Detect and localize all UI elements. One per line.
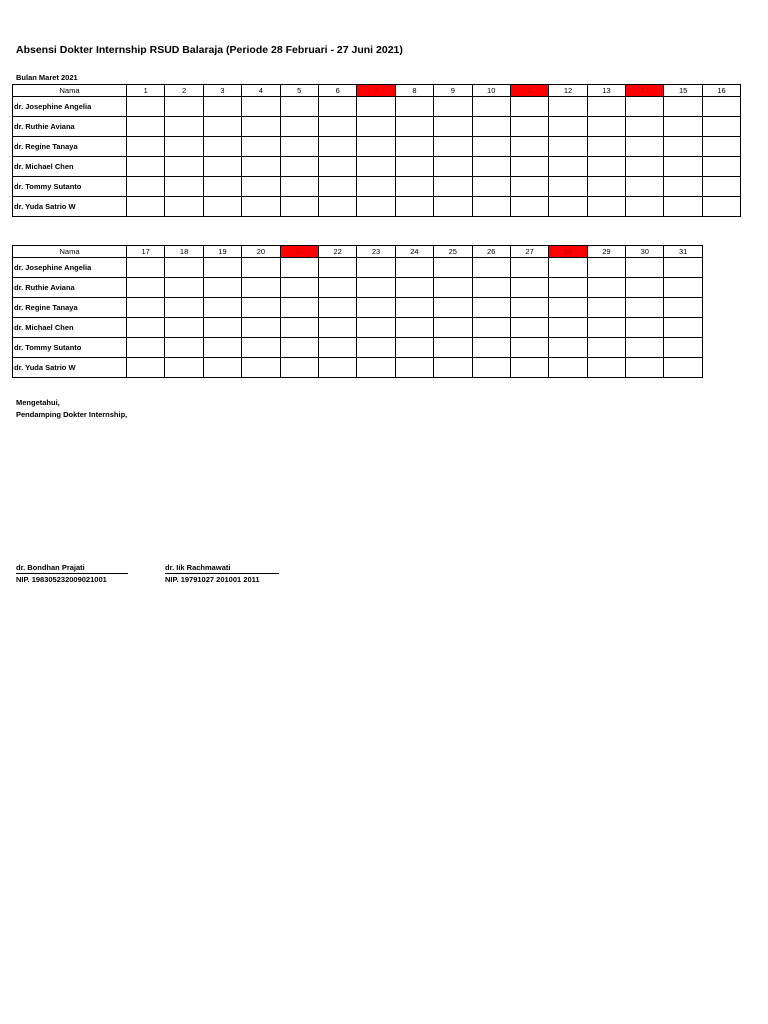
attendance-cell [626, 157, 664, 177]
attendance-cell [203, 338, 241, 358]
attendance-cell [127, 358, 165, 378]
day-header-14: 14 [626, 85, 664, 97]
attendance-cell [357, 97, 395, 117]
month-label: Bulan Maret 2021 [16, 73, 78, 82]
attendance-cell [395, 338, 433, 358]
attendance-cell [165, 177, 203, 197]
signatory-name: dr. Bondhan Prajati [16, 562, 128, 574]
attendance-cell [587, 177, 625, 197]
doctor-name: dr. Ruthie Aviana [13, 278, 127, 298]
attendance-cell [395, 298, 433, 318]
attendance-cell [318, 258, 356, 278]
attendance-cell [280, 338, 318, 358]
attendance-table-2 [12, 245, 703, 378]
day-header-24: 24 [395, 246, 433, 258]
table-row [13, 157, 741, 177]
attendance-cell [472, 358, 510, 378]
attendance-cell [242, 358, 280, 378]
table-row [13, 177, 741, 197]
attendance-cell [318, 177, 356, 197]
day-header-22: 22 [318, 246, 356, 258]
attendance-cell [626, 298, 664, 318]
attendance-cell [127, 318, 165, 338]
attendance-cell [318, 298, 356, 318]
day-header-9: 9 [434, 85, 472, 97]
attendance-cell [549, 298, 587, 318]
attendance-cell [280, 278, 318, 298]
attendance-cell [434, 117, 472, 137]
attendance-cell [203, 358, 241, 378]
attendance-cell [472, 298, 510, 318]
attendance-cell [549, 258, 587, 278]
attendance-cell [664, 117, 702, 137]
attendance-cell [318, 137, 356, 157]
attendance-cell [127, 197, 165, 217]
attendance-cell [280, 157, 318, 177]
attendance-cell [318, 338, 356, 358]
attendance-cell [165, 117, 203, 137]
attendance-cell [434, 258, 472, 278]
attendance-cell [664, 97, 702, 117]
day-header-30: 30 [626, 246, 664, 258]
attendance-cell [472, 258, 510, 278]
attendance-cell [587, 358, 625, 378]
attendance-cell [357, 318, 395, 338]
attendance-cell [587, 318, 625, 338]
attendance-cell [664, 278, 702, 298]
day-header-17: 17 [127, 246, 165, 258]
attendance-cell [434, 338, 472, 358]
attendance-cell [242, 258, 280, 278]
day-header-4: 4 [242, 85, 280, 97]
attendance-cell [626, 97, 664, 117]
attendance-cell [472, 338, 510, 358]
attendance-cell [280, 117, 318, 137]
attendance-cell [626, 137, 664, 157]
attendance-cell [395, 197, 433, 217]
attendance-cell [165, 137, 203, 157]
attendance-cell [165, 358, 203, 378]
attendance-cell [280, 318, 318, 338]
attendance-cell [472, 157, 510, 177]
attendance-cell [280, 177, 318, 197]
attendance-cell [549, 318, 587, 338]
table-row [13, 358, 703, 378]
attendance-cell [395, 177, 433, 197]
doctor-name: dr. Regine Tanaya [13, 298, 127, 318]
day-header-16: 16 [702, 85, 740, 97]
attendance-cell [549, 97, 587, 117]
day-header-29: 29 [587, 246, 625, 258]
attendance-cell [357, 338, 395, 358]
doctor-name: dr. Yuda Satrio W [13, 358, 127, 378]
day-header-19: 19 [203, 246, 241, 258]
doctor-name: dr. Michael Chen [13, 157, 127, 177]
attendance-cell [510, 137, 548, 157]
attendance-cell [318, 318, 356, 338]
day-header-31: 31 [664, 246, 702, 258]
attendance-cell [472, 278, 510, 298]
attendance-cell [280, 97, 318, 117]
attendance-cell [318, 197, 356, 217]
attendance-cell [549, 338, 587, 358]
day-header-23: 23 [357, 246, 395, 258]
attendance-cell [510, 298, 548, 318]
day-header-21: 21 [280, 246, 318, 258]
attendance-cell [587, 97, 625, 117]
attendance-cell [549, 157, 587, 177]
attendance-cell [472, 177, 510, 197]
acknowledgement-line-1: Mengetahui, [16, 398, 60, 407]
attendance-cell [587, 338, 625, 358]
acknowledgement [16, 397, 127, 421]
attendance-cell [127, 137, 165, 157]
attendance-cell [165, 197, 203, 217]
attendance-cell [626, 318, 664, 338]
attendance-cell [434, 177, 472, 197]
attendance-cell [434, 358, 472, 378]
attendance-cell [587, 278, 625, 298]
day-header-26: 26 [472, 246, 510, 258]
attendance-cell [203, 177, 241, 197]
attendance-cell [242, 298, 280, 318]
attendance-cell [664, 258, 702, 278]
day-header-10: 10 [472, 85, 510, 97]
day-header-7: 7 [357, 85, 395, 97]
attendance-cell [702, 197, 740, 217]
attendance-cell [357, 177, 395, 197]
day-header-5: 5 [280, 85, 318, 97]
attendance-cell [510, 318, 548, 338]
attendance-cell [127, 258, 165, 278]
document-title: Absensi Dokter Internship RSUD Balaraja (Periode 28 Februari - 27 Juni 2021) [16, 44, 403, 56]
day-header-8: 8 [395, 85, 433, 97]
attendance-cell [434, 97, 472, 117]
attendance-cell [203, 318, 241, 338]
attendance-cell [127, 338, 165, 358]
attendance-cell [626, 358, 664, 378]
attendance-cell [510, 97, 548, 117]
attendance-cell [127, 298, 165, 318]
table-row [13, 117, 741, 137]
attendance-cell [549, 177, 587, 197]
attendance-cell [165, 258, 203, 278]
table-row [13, 298, 703, 318]
attendance-cell [664, 318, 702, 338]
attendance-cell [664, 137, 702, 157]
attendance-cell [549, 117, 587, 137]
attendance-cell [165, 278, 203, 298]
attendance-cell [280, 137, 318, 157]
day-header-27: 27 [510, 246, 548, 258]
attendance-cell [395, 97, 433, 117]
attendance-cell [434, 197, 472, 217]
signatory-nip: NIP. 19791027 201001 2011 [165, 575, 260, 584]
attendance-cell [165, 298, 203, 318]
attendance-cell [664, 177, 702, 197]
doctor-name: dr. Yuda Satrio W [13, 197, 127, 217]
attendance-cell [549, 358, 587, 378]
attendance-cell [472, 197, 510, 217]
attendance-cell [318, 117, 356, 137]
attendance-cell [242, 278, 280, 298]
day-header-25: 25 [434, 246, 472, 258]
attendance-cell [395, 358, 433, 378]
doctor-name: dr. Tommy Sutanto [13, 338, 127, 358]
attendance-cell [318, 97, 356, 117]
attendance-cell [357, 197, 395, 217]
day-header-1: 1 [127, 85, 165, 97]
attendance-cell [510, 338, 548, 358]
signatory-2 [165, 562, 279, 585]
attendance-cell [280, 298, 318, 318]
attendance-cell [127, 117, 165, 137]
attendance-cell [318, 278, 356, 298]
attendance-cell [664, 197, 702, 217]
day-header-11: 11 [510, 85, 548, 97]
attendance-cell [242, 177, 280, 197]
doctor-name: dr. Regine Tanaya [13, 137, 127, 157]
day-header-20: 20 [242, 246, 280, 258]
attendance-cell [587, 117, 625, 137]
attendance-cell [626, 197, 664, 217]
day-header-18: 18 [165, 246, 203, 258]
attendance-cell [510, 258, 548, 278]
attendance-cell [510, 157, 548, 177]
attendance-cell [472, 137, 510, 157]
signatory-1 [16, 562, 128, 585]
doctor-name: dr. Ruthie Aviana [13, 117, 127, 137]
attendance-cell [242, 197, 280, 217]
attendance-cell [434, 278, 472, 298]
attendance-cell [357, 278, 395, 298]
day-header-3: 3 [203, 85, 241, 97]
attendance-cell [203, 117, 241, 137]
acknowledgement-line-2: Pendamping Dokter Internship, [16, 410, 128, 419]
day-header-13: 13 [587, 85, 625, 97]
attendance-cell [127, 177, 165, 197]
attendance-cell [395, 117, 433, 137]
doctor-name: dr. Tommy Sutanto [13, 177, 127, 197]
attendance-cell [395, 157, 433, 177]
attendance-cell [549, 197, 587, 217]
attendance-cell [242, 338, 280, 358]
attendance-cell [510, 197, 548, 217]
attendance-cell [203, 278, 241, 298]
attendance-cell [626, 177, 664, 197]
attendance-cell [472, 97, 510, 117]
attendance-cell [242, 137, 280, 157]
attendance-cell [664, 157, 702, 177]
attendance-cell [165, 157, 203, 177]
doctor-name: dr. Josephine Angelia [13, 97, 127, 117]
attendance-cell [549, 137, 587, 157]
attendance-cell [203, 298, 241, 318]
signatory-name: dr. Iik Rachmawati [165, 562, 279, 574]
doctor-name: dr. Michael Chen [13, 318, 127, 338]
attendance-cell [434, 137, 472, 157]
signatory-nip: NIP. 198305232009021001 [16, 575, 107, 584]
attendance-cell [664, 298, 702, 318]
attendance-cell [242, 117, 280, 137]
attendance-cell [549, 278, 587, 298]
attendance-cell [664, 338, 702, 358]
attendance-cell [280, 258, 318, 278]
attendance-cell [318, 157, 356, 177]
table-row [13, 258, 703, 278]
attendance-cell [587, 298, 625, 318]
attendance-cell [472, 318, 510, 338]
doctor-name: dr. Josephine Angelia [13, 258, 127, 278]
attendance-cell [510, 358, 548, 378]
day-header-12: 12 [549, 85, 587, 97]
attendance-cell [203, 97, 241, 117]
attendance-cell [395, 278, 433, 298]
attendance-cell [434, 157, 472, 177]
attendance-cell [357, 258, 395, 278]
attendance-cell [395, 137, 433, 157]
attendance-table-1 [12, 84, 741, 217]
day-header-28: 28 [549, 246, 587, 258]
attendance-cell [203, 197, 241, 217]
attendance-cell [587, 137, 625, 157]
attendance-cell [626, 117, 664, 137]
attendance-cell [242, 157, 280, 177]
attendance-cell [587, 258, 625, 278]
attendance-cell [395, 258, 433, 278]
table-row [13, 318, 703, 338]
attendance-cell [203, 258, 241, 278]
attendance-cell [587, 197, 625, 217]
day-header-6: 6 [318, 85, 356, 97]
attendance-cell [587, 157, 625, 177]
table-row [13, 137, 741, 157]
attendance-cell [626, 258, 664, 278]
day-header-15: 15 [664, 85, 702, 97]
table-row [13, 278, 703, 298]
attendance-cell [702, 97, 740, 117]
attendance-cell [434, 298, 472, 318]
attendance-cell [357, 298, 395, 318]
attendance-cell [702, 117, 740, 137]
attendance-cell [318, 358, 356, 378]
attendance-cell [165, 338, 203, 358]
name-column-header: Nama [13, 246, 127, 258]
attendance-cell [280, 358, 318, 378]
attendance-cell [357, 117, 395, 137]
attendance-cell [357, 358, 395, 378]
table-row [13, 338, 703, 358]
attendance-cell [357, 137, 395, 157]
attendance-cell [510, 177, 548, 197]
attendance-cell [434, 318, 472, 338]
attendance-cell [165, 97, 203, 117]
attendance-cell [127, 97, 165, 117]
attendance-cell [165, 318, 203, 338]
attendance-cell [203, 137, 241, 157]
attendance-cell [203, 157, 241, 177]
attendance-cell [242, 318, 280, 338]
attendance-cell [664, 358, 702, 378]
attendance-cell [357, 157, 395, 177]
name-column-header: Nama [13, 85, 127, 97]
table-row [13, 197, 741, 217]
attendance-cell [510, 117, 548, 137]
attendance-cell [702, 177, 740, 197]
attendance-cell [702, 137, 740, 157]
table-row [13, 97, 741, 117]
attendance-cell [242, 97, 280, 117]
attendance-cell [626, 338, 664, 358]
attendance-cell [127, 157, 165, 177]
table-header-row [13, 246, 703, 258]
attendance-cell [395, 318, 433, 338]
attendance-cell [626, 278, 664, 298]
attendance-cell [280, 197, 318, 217]
table-header-row [13, 85, 741, 97]
day-header-2: 2 [165, 85, 203, 97]
attendance-cell [702, 157, 740, 177]
attendance-cell [510, 278, 548, 298]
attendance-cell [127, 278, 165, 298]
attendance-cell [472, 117, 510, 137]
